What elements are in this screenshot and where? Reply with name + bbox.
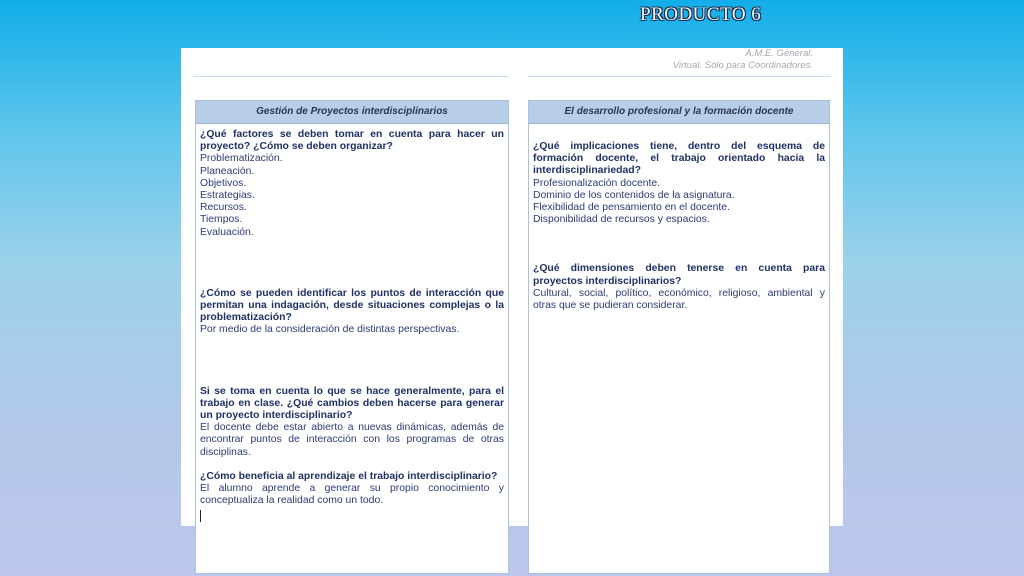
header-rule-right [528, 76, 830, 77]
answer-line: Dominio de los contenidos de la asignatura. [533, 189, 735, 201]
answer-line: Profesionalización docente. [533, 177, 661, 189]
question: Si se toma en cuenta lo que se hace generalmente, para el trabajo en clase. ¿Qué cambios deben hacerse para generar un proyecto interdisciplinario? [200, 385, 504, 422]
text-cursor [200, 510, 201, 522]
answer-line: Recursos. [200, 202, 247, 214]
answer: Cultural, social, político, económico, religioso, ambiental y otras que se pudieran considerar. [533, 287, 825, 312]
answer-line: Evaluación. [200, 226, 254, 238]
answer-line: Estrategias. [200, 190, 255, 202]
answer-line: Disponibilidad de recursos y espacios. [533, 214, 710, 226]
left-column [195, 100, 509, 574]
question: ¿Qué factores se deben tomar en cuenta para hacer un proyecto? ¿Cómo se deben organizar? [200, 129, 504, 153]
left-column-heading: Gestión de Proyectos interdisciplinarios [196, 101, 508, 124]
left-column-body [196, 124, 508, 522]
question: ¿Cómo se pueden identificar los puntos de interacción que permitan una indagación, desde situaciones complejas o la problematización? [200, 287, 504, 324]
right-column [528, 100, 830, 574]
question: ¿Cómo beneficia al aprendizaje el trabajo interdisciplinario? [200, 470, 498, 482]
answer-line: Tiempos. [200, 214, 243, 226]
answer-line: Problematización. [200, 153, 283, 165]
answer-line: Flexibilidad de pensamiento en el docente. [533, 202, 730, 214]
question: ¿Qué dimensiones deben tenerse en cuenta para proyectos interdisciplinarios? [533, 263, 825, 287]
header-line: Virtual. Sólo para Coordinadores. [672, 60, 813, 71]
answer: El alumno aprende a generar su propio conocimiento y conceptualiza la realidad como un todo. [200, 483, 504, 507]
document-header-note [673, 48, 813, 72]
answer-line: Planeación. [200, 165, 255, 177]
header-rule-left [194, 76, 508, 77]
question: ¿Qué implicaciones tiene, dentro del esquema de formación docente, el trabajo orientado hacia la interdisciplinariedad? [533, 141, 825, 177]
right-column-body [529, 124, 829, 312]
header-line: A.M.E. General. [745, 48, 813, 59]
document-page [181, 48, 843, 526]
slide-title: PRODUCTO 6 [640, 4, 762, 25]
answer: Por medio de la consideración de distintas perspectivas. [200, 324, 460, 336]
answer-line: Objetivos. [200, 177, 247, 189]
right-column-heading: El desarrollo profesional y la formación docente [529, 101, 829, 124]
answer: El docente debe estar abierto a nuevas dinámicas, además de encontrar puntos de interacción con los programas de otras disciplinas. [200, 422, 504, 458]
